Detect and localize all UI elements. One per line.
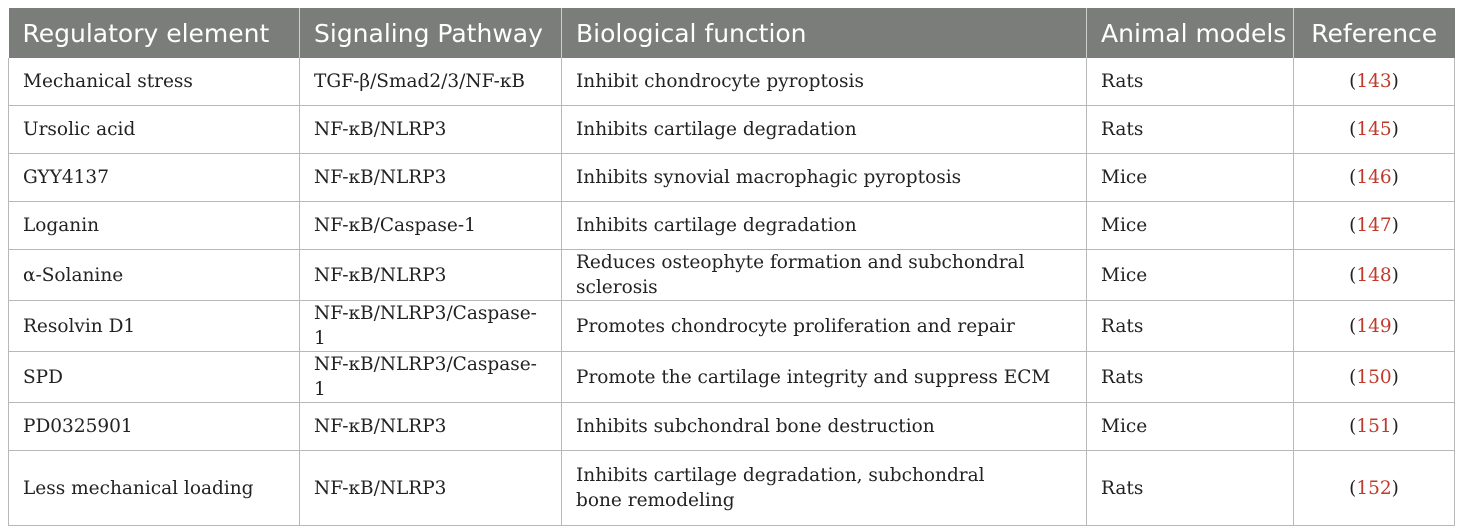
ref-close-paren: )	[1391, 71, 1399, 92]
function-line: Reduces osteophyte formation and subchondral sclerosis	[576, 252, 1025, 298]
cell-biological-function	[562, 403, 1087, 451]
reference-link[interactable]: 146	[1356, 167, 1392, 188]
header-signaling-pathway: Signaling Pathway	[300, 8, 562, 58]
ref-close-paren: )	[1391, 366, 1399, 388]
function-line: Inhibits cartilage degradation, subchondral	[576, 465, 985, 486]
ref-open-paren: (	[1349, 119, 1357, 140]
cell-biological-function	[562, 301, 1087, 352]
ref-open-paren: (	[1349, 71, 1357, 92]
function-line: Promote the cartilage integrity and suppress ECM	[576, 366, 1051, 388]
cell-animal-model: Mice	[1087, 250, 1294, 301]
ref-open-paren: (	[1349, 215, 1357, 236]
function-line: Inhibits subchondral bone destruction	[576, 416, 935, 437]
cell-biological-function	[562, 106, 1087, 154]
header-animal-models: Animal models	[1087, 8, 1294, 58]
cell-regulatory-element: GYY4137	[9, 154, 300, 202]
cell-reference	[1294, 352, 1455, 403]
cell-signaling-pathway: NF-κB/NLRP3	[300, 403, 562, 451]
cell-regulatory-element: α-Solanine	[9, 250, 300, 301]
cell-reference	[1294, 154, 1455, 202]
ref-open-paren: (	[1349, 477, 1357, 499]
cell-regulatory-element: Ursolic acid	[9, 106, 300, 154]
cell-biological-function	[562, 250, 1087, 301]
reference-link[interactable]: 143	[1356, 71, 1392, 92]
cell-animal-model: Rats	[1087, 451, 1294, 526]
ref-open-paren: (	[1349, 315, 1357, 337]
table-header	[9, 8, 1455, 58]
cell-regulatory-element: Resolvin D1	[9, 301, 300, 352]
cell-animal-model: Mice	[1087, 403, 1294, 451]
reference-link[interactable]: 150	[1356, 366, 1392, 388]
cell-regulatory-element: Loganin	[9, 202, 300, 250]
reference-link[interactable]: 152	[1356, 477, 1392, 499]
ref-close-paren: )	[1391, 215, 1399, 236]
cell-signaling-pathway: NF-κB/NLRP3/Caspase-1	[300, 301, 562, 352]
function-line: Inhibits cartilage degradation	[576, 215, 857, 236]
cell-animal-model: Mice	[1087, 202, 1294, 250]
cell-reference	[1294, 301, 1455, 352]
table-row	[9, 106, 1455, 154]
cell-biological-function	[562, 58, 1087, 106]
cell-regulatory-element: SPD	[9, 352, 300, 403]
reference-link[interactable]: 149	[1356, 315, 1392, 337]
cell-biological-function	[562, 202, 1087, 250]
cell-animal-model: Rats	[1087, 352, 1294, 403]
reference-link[interactable]: 145	[1356, 119, 1392, 140]
cell-signaling-pathway: NF-κB/Caspase-1	[300, 202, 562, 250]
reference-link[interactable]: 147	[1356, 215, 1392, 236]
function-line: Inhibits cartilage degradation	[576, 119, 857, 140]
cell-reference	[1294, 451, 1455, 526]
table-row	[9, 403, 1455, 451]
cell-signaling-pathway: NF-κB/NLRP3/Caspase-1	[300, 352, 562, 403]
ref-open-paren: (	[1349, 264, 1357, 286]
ref-close-paren: )	[1391, 477, 1399, 499]
table-row	[9, 58, 1455, 106]
ref-close-paren: )	[1391, 167, 1399, 188]
cell-signaling-pathway: NF-κB/NLRP3	[300, 154, 562, 202]
function-line: Inhibits synovial macrophagic pyroptosis	[576, 167, 962, 188]
data-table-container	[8, 8, 1454, 526]
cell-reference	[1294, 403, 1455, 451]
reference-link[interactable]: 151	[1356, 416, 1392, 437]
header-row	[9, 8, 1455, 58]
cell-animal-model: Rats	[1087, 58, 1294, 106]
table-row	[9, 451, 1455, 526]
table-row	[9, 301, 1455, 352]
table-body	[9, 58, 1455, 526]
function-line: Promotes chondrocyte proliferation and repair	[576, 315, 1015, 337]
cell-animal-model: Mice	[1087, 154, 1294, 202]
function-line: Inhibit chondrocyte pyroptosis	[576, 71, 864, 92]
cell-regulatory-element: Mechanical stress	[9, 58, 300, 106]
cell-reference	[1294, 250, 1455, 301]
cell-signaling-pathway: NF-κB/NLRP3	[300, 451, 562, 526]
cell-reference	[1294, 58, 1455, 106]
cell-regulatory-element: Less mechanical loading	[9, 451, 300, 526]
ref-close-paren: )	[1391, 416, 1399, 437]
table-row	[9, 352, 1455, 403]
cell-reference	[1294, 202, 1455, 250]
header-regulatory-element: Regulatory element	[9, 8, 300, 58]
ref-open-paren: (	[1349, 416, 1357, 437]
cell-biological-function	[562, 451, 1087, 526]
function-line-continued: bone remodeling	[576, 490, 735, 511]
cell-signaling-pathway: NF-κB/NLRP3	[300, 106, 562, 154]
table-row	[9, 202, 1455, 250]
table-row	[9, 250, 1455, 301]
cell-biological-function	[562, 352, 1087, 403]
ref-close-paren: )	[1391, 119, 1399, 140]
reference-link[interactable]: 148	[1356, 264, 1392, 286]
cell-signaling-pathway: TGF-β/Smad2/3/NF-κB	[300, 58, 562, 106]
ref-close-paren: )	[1391, 264, 1399, 286]
ref-close-paren: )	[1391, 315, 1399, 337]
ref-open-paren: (	[1349, 167, 1357, 188]
table-row	[9, 154, 1455, 202]
cell-biological-function	[562, 154, 1087, 202]
header-biological-function: Biological function	[562, 8, 1087, 58]
cell-signaling-pathway: NF-κB/NLRP3	[300, 250, 562, 301]
ref-open-paren: (	[1349, 366, 1357, 388]
header-reference: Reference	[1294, 8, 1455, 58]
cell-animal-model: Rats	[1087, 106, 1294, 154]
cell-reference	[1294, 106, 1455, 154]
cell-animal-model: Rats	[1087, 301, 1294, 352]
cell-regulatory-element: PD0325901	[9, 403, 300, 451]
regulatory-elements-table	[8, 8, 1455, 526]
